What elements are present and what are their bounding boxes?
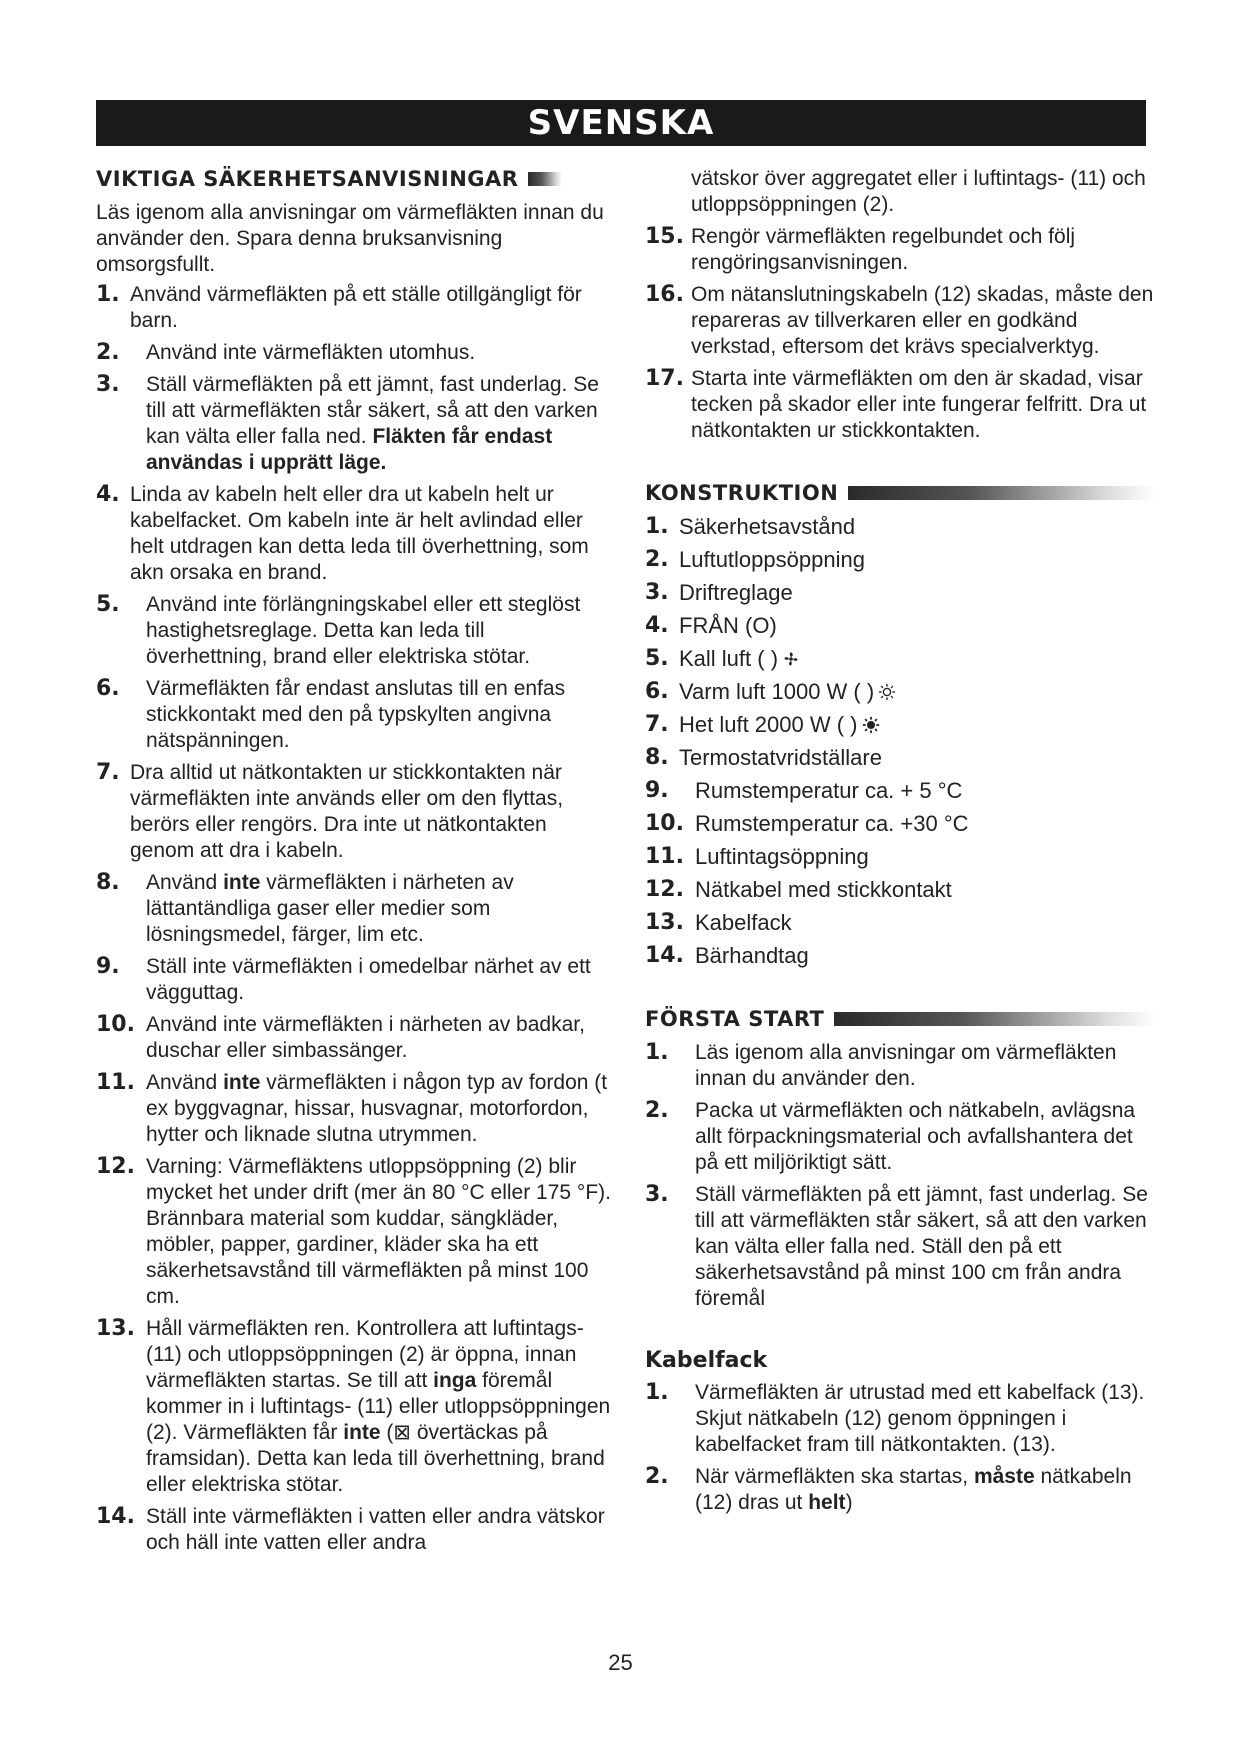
item-text — [679, 679, 1155, 705]
list-item — [96, 1012, 611, 1064]
list-item — [96, 1316, 611, 1498]
list-item — [96, 1070, 611, 1148]
safety-heading-text: VIKTIGA SÄKERHETSANVISNINGAR — [96, 167, 519, 191]
item-text: Ställ värmefläkten på ett jämnt, fast underlag. Se till att värmefläkten står säkert, så att den varken kan välta eller falla ned. Ställ den på ett säkerhetsavstånd på minst 100 cm från andra föremål — [695, 1183, 1148, 1310]
item-number: 14. — [645, 943, 684, 968]
list-item — [96, 282, 611, 334]
first-start-heading — [645, 1006, 1155, 1032]
item-number: 13. — [96, 1316, 135, 1341]
item-text: Dra alltid ut nätkontakten ur stickkontakten när värmefläkten inte används eller om den flyttas, berörs eller rengörs. Dra inte ut nätkontakten genom att dra i kabeln. — [130, 761, 564, 862]
list-item — [645, 580, 1155, 606]
item-text: Nätkabel med stickkontakt — [695, 877, 952, 902]
list-item — [645, 877, 1155, 903]
item-text — [146, 1070, 611, 1148]
item-text: Ställ inte värmefläkten i omedelbar närhet av ett vägguttag. — [146, 955, 591, 1004]
item-text: Om nätanslutningskabeln (12) skadas, måste den repareras av tillverkaren eller en godkänd verkstad, eftersom det krävs specialverktyg. — [691, 283, 1154, 358]
spacer — [645, 1318, 1155, 1348]
item-text — [695, 1464, 1155, 1516]
item-number: 7. — [645, 712, 669, 737]
item-text: Starta inte värmefläkten om den är skadad, visar tecken på skador eller inte fungerar felfritt. Dra ut nätkontakten ur stickkontakten. — [691, 367, 1147, 442]
list-item — [645, 745, 1155, 771]
list-item — [96, 870, 611, 948]
item-text: Använd inte värmefläkten utomhus. — [146, 341, 476, 364]
item-number: 11. — [645, 844, 684, 869]
item-number: 2. — [645, 547, 669, 572]
item-text: Säkerhetsavstånd — [679, 514, 856, 539]
item-text-part: När värmefläkten ska startas, — [695, 1465, 974, 1488]
item-text: Luftintagsöppning — [695, 844, 869, 869]
item-text: Använd inte förlängningskabel eller ett steglöst hastighetsreglage. Detta kan leda till överhettning, brand eller elektriska stötar. — [146, 593, 581, 668]
item-text: Använd inte värmefläkten i närheten av badkar, duschar eller simbassänger. — [146, 1013, 585, 1062]
item-number: 1. — [96, 282, 120, 307]
fan-icon — [782, 650, 800, 668]
first-start-heading-text: FÖRSTA START — [645, 1007, 825, 1031]
item-text: Ställ inte värmefläkten i vatten eller andra vätskor och häll inte vatten eller andra — [146, 1505, 605, 1554]
list-item — [645, 844, 1155, 870]
item-number: 12. — [96, 1154, 135, 1179]
cable-heading: Kabelfack — [645, 1348, 768, 1373]
language-banner: SVENSKA — [96, 100, 1146, 146]
item-bold-word: inte — [223, 1071, 261, 1094]
heading-bar — [834, 1012, 1155, 1026]
item-bold-word: inga — [433, 1369, 477, 1392]
left-column — [96, 166, 611, 1562]
item-bold-word: inte — [343, 1421, 381, 1444]
item-text: Värmefläkten får endast anslutas till en enfas stickkontakt med den på typskylten angivna nätspänningen. — [146, 677, 566, 752]
list-item — [645, 613, 1155, 639]
safety-continuation: vätskor över aggregatet eller i luftintags- (11) och utloppsöppningen (2). — [691, 167, 1146, 216]
item-text — [146, 870, 611, 948]
list-item — [645, 910, 1155, 936]
item-number: 5. — [645, 646, 669, 671]
item-number: 2. — [645, 1464, 669, 1489]
safety-list — [96, 282, 611, 1556]
item-number: 3. — [645, 580, 669, 605]
list-item — [96, 482, 611, 586]
list-item — [645, 1098, 1155, 1176]
sun-outline-icon — [878, 683, 896, 701]
list-item — [645, 943, 1155, 969]
item-text: Rengör värmefläkten regelbundet och följ rengöringsanvisningen. — [691, 225, 1076, 274]
item-text: Värmefläkten är utrustad med ett kabelfack (13). Skjut nätkabeln (12) genom öppningen i kabelfacket fram till nätkontakten. (13). — [695, 1381, 1145, 1456]
item-text: Luftutloppsöppning — [679, 547, 865, 572]
item-bold-note: Fläkten får endast användas i upprätt läge. — [146, 425, 553, 474]
safety-heading — [96, 166, 611, 192]
list-item — [96, 954, 611, 1006]
item-number: 10. — [96, 1012, 135, 1037]
list-item — [645, 712, 1155, 738]
item-number: 2. — [96, 340, 120, 365]
item-text: Linda av kabeln helt eller dra ut kabeln helt ur kabelfacket. Om kabeln inte är helt avlindad eller helt utdragen kan detta leda till överhettning, som akn orsaka en brand. — [130, 483, 589, 584]
item-number: 5. — [96, 592, 120, 617]
item-number: 15. — [645, 224, 684, 249]
list-item — [96, 592, 611, 670]
item-text: Varning: Värmefläktens utloppsöppning (2) blir mycket het under drift (mer än 80 °C eller 175 °F). Brännbara material som kuddar, sängkläder, möbler, papper, gardiner, kläder ska ha ett säkerhetsavstånd till värmefläkten på minst 100 cm. — [146, 1155, 611, 1308]
cable-list — [645, 1380, 1155, 1516]
item-number: 6. — [96, 676, 120, 701]
item-text: Läs igenom alla anvisningar om värmefläkten innan du använder den. — [695, 1041, 1117, 1090]
safety-intro: Läs igenom alla anvisningar om värmefläkten innan du använder den. Spara denna bruksanvisning omsorgsfullt. — [96, 201, 604, 276]
item-number: 16. — [645, 282, 684, 307]
heading-bar — [528, 172, 562, 186]
item-text-part: värmefläkten i någon typ av fordon (t ex byggvagnar, hissar, husvagnar, motorfordon, hytter och liknade slutna utrymmen. — [146, 1071, 608, 1146]
list-item — [645, 547, 1155, 573]
item-number: 9. — [645, 778, 669, 803]
item-number: 13. — [645, 910, 684, 935]
item-text: Bärhandtag — [695, 943, 809, 968]
item-text — [146, 372, 611, 476]
construction-list — [645, 514, 1155, 969]
item-number: 10. — [645, 811, 684, 836]
item-text: Använd värmefläkten på ett ställe otillgängligt för barn. — [130, 283, 582, 332]
item-text: Packa ut värmefläkten och nätkabeln, avlägsna allt förpackningsmaterial och avfallshantera det på ett miljöriktigt sätt. — [695, 1099, 1136, 1174]
item-number: 6. — [645, 679, 669, 704]
spacer — [645, 976, 1155, 1006]
item-number: 14. — [96, 1504, 135, 1529]
item-text-part: ) — [845, 1491, 853, 1514]
item-number: 4. — [96, 482, 120, 507]
list-item — [645, 1380, 1155, 1458]
item-number: 3. — [645, 1182, 669, 1207]
list-item — [96, 1154, 611, 1310]
sun-filled-icon — [862, 716, 880, 734]
item-text-part: Varm luft 1000 W ( ) — [679, 679, 875, 704]
right-column — [645, 166, 1155, 1522]
item-bold-word: måste — [973, 1465, 1035, 1488]
item-number: 4. — [645, 613, 669, 638]
first-start-list — [645, 1040, 1155, 1312]
heading-bar — [848, 486, 1155, 500]
list-item — [645, 366, 1155, 444]
item-text-part: Kall luft ( ) — [679, 646, 779, 671]
list-item — [645, 1040, 1155, 1092]
item-text-part: nätkabeln (12) dras ut — [695, 1465, 1132, 1514]
item-bold-word: helt — [808, 1491, 846, 1514]
item-text-part: värmefläkten i närheten av lättantändliga gaser eller medier som lösningsmedel, färger, lim etc. — [146, 871, 514, 946]
item-text: Rumstemperatur ca. +30 °C — [695, 811, 969, 836]
item-number: 12. — [645, 877, 684, 902]
list-item — [96, 760, 611, 864]
item-number: 17. — [645, 366, 684, 391]
item-number: 3. — [96, 372, 120, 397]
list-item — [645, 778, 1155, 804]
item-number: 1. — [645, 1380, 669, 1405]
list-item — [96, 340, 611, 366]
item-bold-word: inte — [223, 871, 261, 894]
spacer — [645, 450, 1155, 480]
item-number: 8. — [645, 745, 669, 770]
list-item — [645, 1464, 1155, 1516]
list-item — [645, 282, 1155, 360]
item-number: 8. — [96, 870, 120, 895]
item-number: 11. — [96, 1070, 135, 1095]
construction-heading-text: KONSTRUKTION — [645, 481, 839, 505]
item-number: 9. — [96, 954, 120, 979]
item-text: Driftreglage — [679, 580, 793, 605]
item-text-part: föremål kommer in i luftintags- (11) eller utloppsöppningen (2). Värmefläkten får — [146, 1369, 611, 1444]
item-text-part: Het luft 2000 W ( ) — [679, 712, 858, 737]
item-text — [679, 646, 1155, 672]
list-item — [645, 1182, 1155, 1312]
item-text-part: Ställ värmefläkten på ett jämnt, fast underlag. Se till att värmefläkten står säkert, så att den varken kan välta eller falla ned. — [146, 373, 599, 448]
item-text — [679, 712, 1155, 738]
safety-list-continued — [645, 224, 1155, 444]
list-item — [96, 372, 611, 476]
construction-heading — [645, 480, 1155, 506]
item-text-part: Använd — [146, 1071, 224, 1094]
item-text-part: Håll värmefläkten ren. Kontrollera att luftintags- (11) och utloppsöppningen (2) är öppna, innan värmefläkten startas. Se till att — [146, 1317, 584, 1392]
item-text: Kabelfack — [695, 910, 792, 935]
list-item — [645, 646, 1155, 672]
item-number: 1. — [645, 514, 669, 539]
list-item — [645, 679, 1155, 705]
list-item — [96, 1504, 611, 1556]
page-number: 25 — [608, 1650, 633, 1675]
item-text: Termostatvridställare — [679, 745, 882, 770]
item-number: 7. — [96, 760, 120, 785]
list-item — [645, 811, 1155, 837]
item-number: 2. — [645, 1098, 669, 1123]
item-text: FRÅN (O) — [679, 613, 777, 638]
list-item — [645, 514, 1155, 540]
item-text-part: (⊠ övertäckas på framsidan). Detta kan leda till överhettning, brand eller elektriska stötar. — [146, 1421, 605, 1496]
list-item — [96, 676, 611, 754]
item-text-part: Använd — [146, 871, 224, 894]
item-text: Rumstemperatur ca. + 5 °C — [695, 778, 963, 803]
item-text — [146, 1316, 611, 1498]
list-item — [645, 224, 1155, 276]
item-number: 1. — [645, 1040, 669, 1065]
